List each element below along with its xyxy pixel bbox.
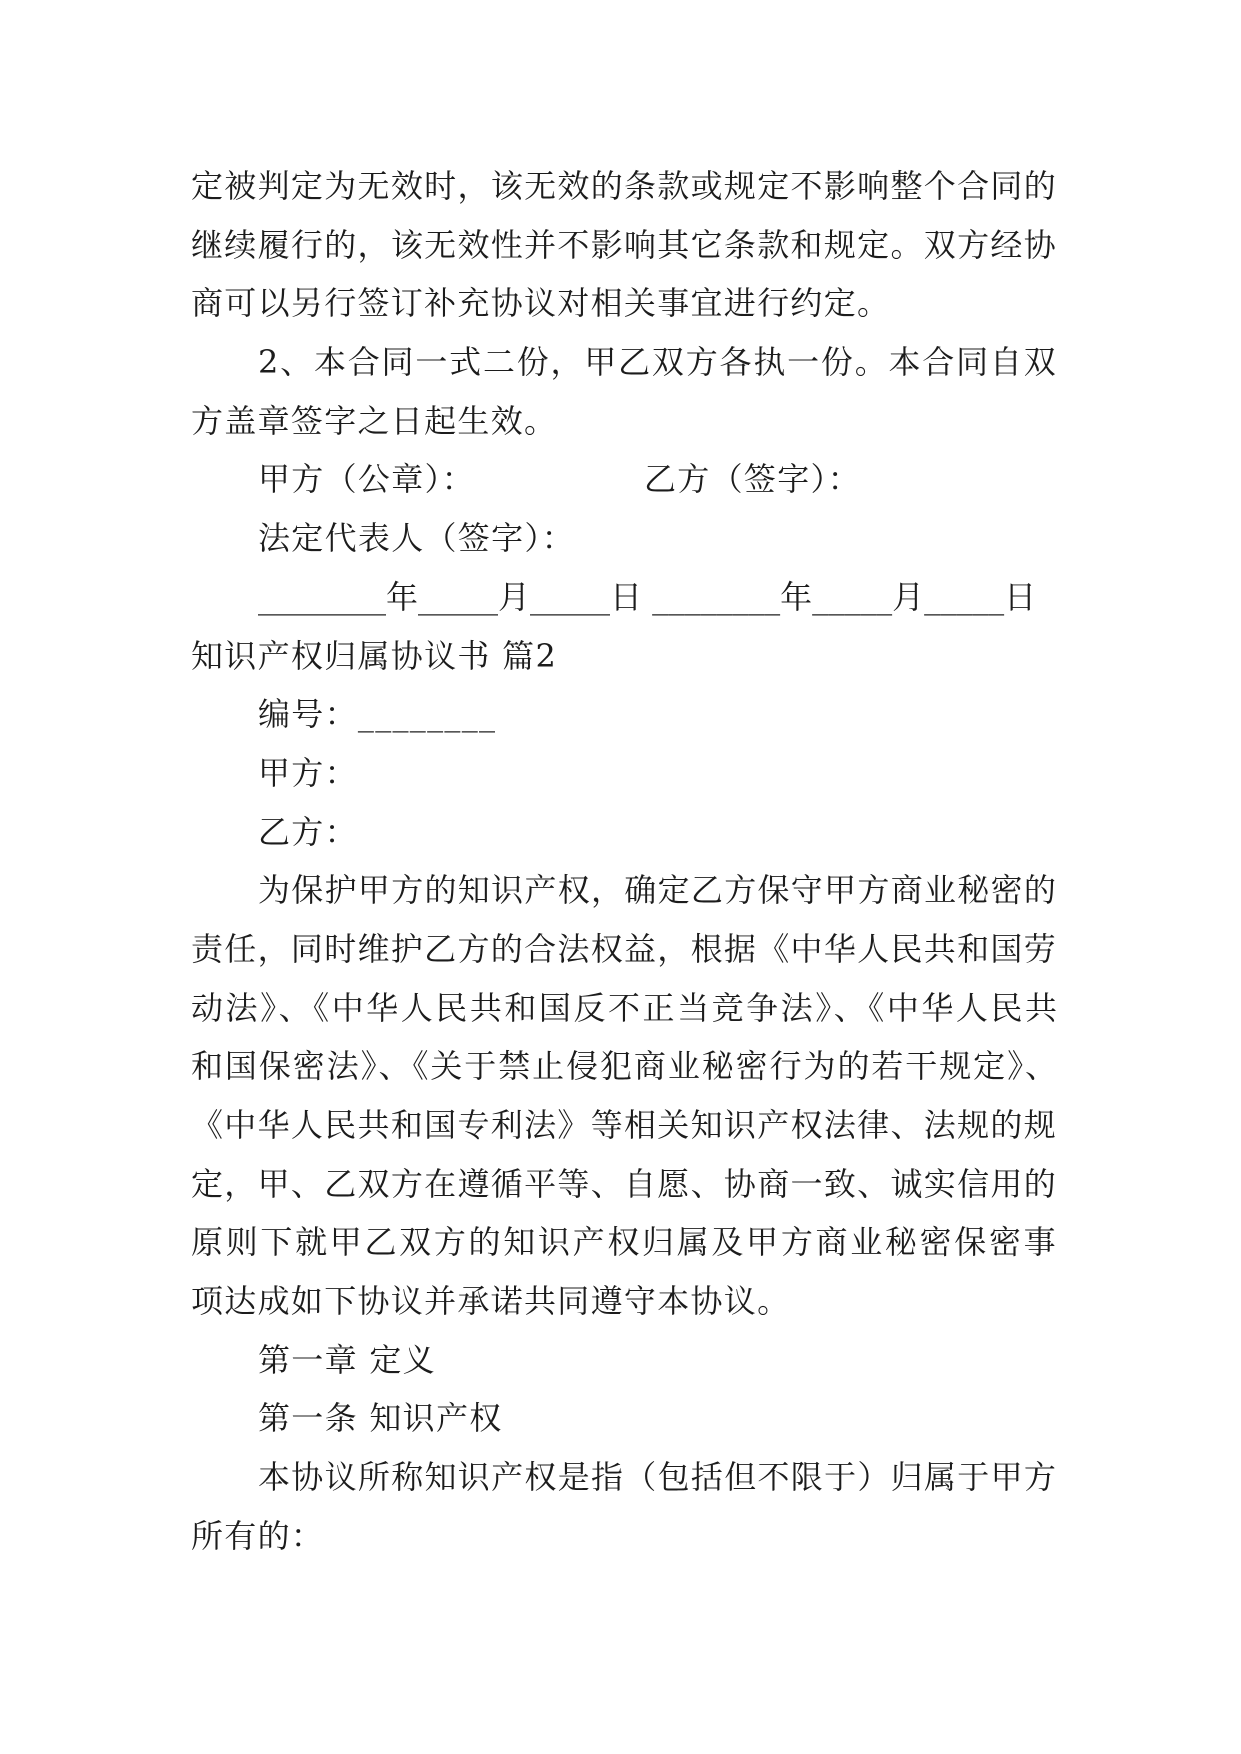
chapter-1-heading: 第一章 定义 <box>258 1340 436 1379</box>
party-a-field: 甲方： <box>258 753 358 792</box>
party-b-field: 乙方： <box>258 812 358 851</box>
paragraph-line: 所有的： <box>191 1516 325 1555</box>
party-b-sign-label: 乙方（签字）： <box>644 460 862 499</box>
paragraph-line: 责任，同时维护乙方的合法权益，根据《中华人民共和国劳 <box>191 929 1057 968</box>
paragraph-line: 方盖章签字之日起生效。 <box>191 401 558 440</box>
paragraph-line: 《中华人民共和国专利法》等相关知识产权法律、法规的规 <box>191 1106 1057 1144</box>
clause-2-paragraph <box>191 333 1057 450</box>
signature-parties-line <box>191 450 1057 509</box>
party-a-seal-label: 甲方（公章）： <box>258 460 476 499</box>
paragraph-line: 项达成如下协议并承诺共同遵守本协议。 <box>191 1282 791 1321</box>
paragraph-line: 原则下就甲乙双方的知识产权归属及甲方商业秘密保密事 <box>191 1223 1057 1262</box>
signature-date-line: ________年_____月_____日 ________年_____月_____日 <box>258 577 1037 616</box>
paragraph-line: 和国保密法》、《关于禁止侵犯商业秘密行为的若干规定》、 <box>191 1047 1057 1086</box>
continued-clause-paragraph <box>191 157 1057 333</box>
article-1-paragraph <box>191 1448 1057 1565</box>
paragraph-line: 继续履行的，该无效性并不影响其它条款和规定。双方经协 <box>191 225 1057 264</box>
section-title: 知识产权归属协议书 篇2 <box>191 636 558 675</box>
paragraph-line: 为保护甲方的知识产权，确定乙方保守甲方商业秘密的 <box>258 871 1058 910</box>
paragraph-line: 商可以另行签订补充协议对相关事宜进行约定。 <box>191 284 891 323</box>
paragraph-line: 定，甲、乙双方在遵循平等、自愿、协商一致、诚实信用的 <box>191 1164 1057 1203</box>
header-fields <box>191 685 1057 861</box>
article-1-heading: 第一条 知识产权 <box>258 1399 503 1438</box>
agreement-number-field: 编号：________ <box>258 695 497 734</box>
paragraph-line: 本协议所称知识产权是指（包括但不限于）归属于甲方 <box>258 1458 1058 1497</box>
document-body <box>191 157 1057 1566</box>
paragraph-line: 动法》、《中华人民共和国反不正当竞争法》、《中华人民共 <box>191 988 1057 1027</box>
legal-representative-label: 法定代表人（签字）： <box>258 519 576 558</box>
paragraph-line: 定被判定为无效时，该无效的条款或规定不影响整个合同的 <box>191 167 1057 205</box>
paragraph-line: 2、本合同一式二份，甲乙双方各执一份。本合同自双 <box>258 343 1057 382</box>
signature-block <box>191 450 1057 626</box>
preamble-paragraph <box>191 861 1057 1331</box>
